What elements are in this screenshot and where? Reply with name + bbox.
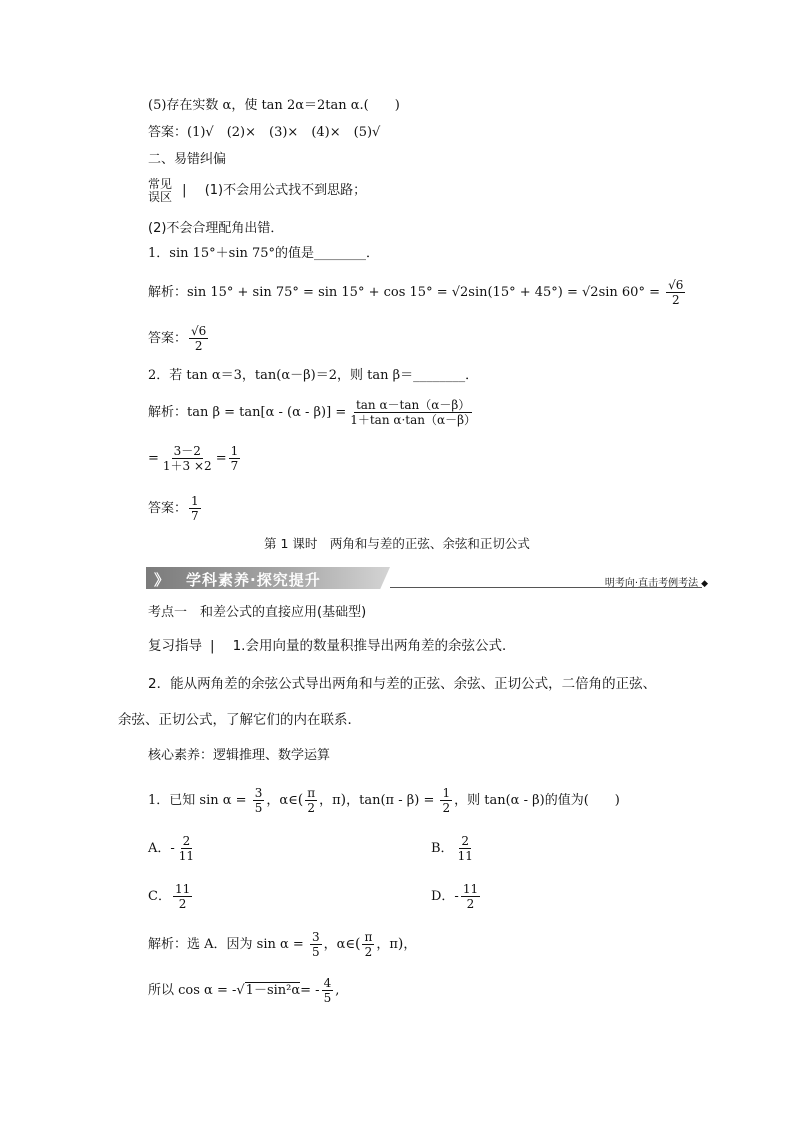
fraction — [189, 494, 201, 523]
equals: = — [148, 451, 159, 466]
denominator: 2 — [194, 339, 203, 353]
cos-text: , — [335, 983, 340, 998]
option-label: D．- — [431, 889, 459, 904]
chevron-right-icon: 》 — [154, 571, 170, 589]
section-heading: 二、易错纠偏 — [148, 152, 227, 167]
fraction — [440, 786, 452, 815]
numerator: 11 — [462, 882, 479, 896]
problem-1-answer — [148, 324, 210, 353]
sol-text: ， — [403, 937, 417, 952]
option-label: B． — [431, 841, 454, 856]
section-banner — [146, 565, 708, 591]
separator: | — [182, 183, 187, 198]
sol-text: ，α∈ — [323, 937, 355, 952]
paren: ) — [340, 792, 347, 808]
paren: ( — [297, 792, 304, 808]
banner-title: 学科素养·探究提升 — [186, 571, 321, 589]
fraction — [173, 882, 192, 911]
numerator: 4 — [323, 976, 332, 990]
numerator: 3－2 — [173, 444, 201, 458]
q-text: ，α∈ — [266, 793, 298, 808]
fraction — [362, 930, 374, 959]
paren: ( — [354, 936, 361, 952]
review-item-2b: 余弦、正切公式，了解它们的内在联系． — [118, 712, 361, 728]
problem-1-solution — [148, 278, 687, 307]
answer-label: 答案： — [148, 125, 188, 140]
option-label: A．- — [148, 841, 175, 856]
kaodian-title: 考点一 和差公式的直接应用(基础型) — [148, 605, 367, 620]
numerator: 1 — [230, 444, 239, 458]
problem-2-step — [148, 444, 242, 473]
error-item-2: (2)不会合理配角出错． — [148, 221, 284, 236]
example-1-solution — [148, 930, 416, 959]
error-item-1: (1)不会用公式找不到思路； — [204, 183, 367, 198]
numerator: 1 — [191, 494, 199, 508]
q-text: ，则 tan(α - β)的值为( ) — [454, 793, 620, 808]
denominator: 7 — [191, 509, 199, 523]
fraction — [310, 930, 322, 959]
separator: | — [210, 638, 215, 654]
denominator: 5 — [323, 991, 332, 1005]
fraction — [189, 324, 208, 353]
fraction — [322, 976, 334, 1005]
cos-text: = - — [300, 983, 320, 998]
denominator: 5 — [254, 801, 263, 815]
sqrt-sign: √ — [236, 983, 245, 998]
option-a — [148, 834, 198, 863]
sqrt-content: 1－sin²α — [245, 983, 301, 998]
fraction — [253, 786, 265, 815]
numerator: 3 — [254, 786, 263, 800]
numerator: π — [307, 786, 316, 800]
review-item-2a: 2．能从两角差的余弦公式导出两角和与差的正弦、余弦、正切公式，二倍角的正弦、 — [148, 676, 657, 692]
fraction — [161, 444, 214, 473]
paren: ) — [397, 936, 404, 952]
solution-expression: sin 15° + sin 75° = sin 15° + cos 15° = √2sin(15° + 45°) = √2sin 60° = — [187, 285, 665, 300]
denominator: 11 — [457, 849, 473, 863]
numerator: 1 — [442, 786, 451, 800]
denominator: 2 — [307, 801, 315, 815]
numerator: 3 — [311, 930, 320, 944]
fraction — [456, 834, 475, 863]
equals: = — [215, 451, 227, 466]
numerator: 2 — [461, 834, 470, 848]
answer-label: 答案： — [148, 501, 188, 516]
numerator: 2 — [182, 834, 191, 848]
denominator: 5 — [311, 945, 320, 959]
denominator: 1＋tan α·tan（α－β） — [350, 413, 477, 427]
problem-2-question: 2．若 tan α＝3，tan(α－β)＝2，则 tan β＝________． — [148, 368, 479, 383]
problem-2-solution — [148, 398, 480, 427]
answer-text: (1)√ (2)× (3)× (4)× (5)√ — [187, 125, 381, 140]
banner-subtitle-text: 明考向·直击考例考法 — [604, 578, 699, 589]
option-c — [148, 882, 194, 911]
common-errors — [148, 178, 366, 204]
diamond-icon: ◆ — [701, 579, 708, 589]
fraction — [229, 444, 241, 473]
option-b — [431, 834, 477, 863]
review-item-1: 1.会用向量的数量积推导出两角差的余弦公式． — [232, 638, 516, 654]
solution-label: 解析： — [148, 405, 188, 420]
cos-text: 所以 cos α = - — [148, 983, 237, 998]
q-text: ，π — [319, 793, 341, 808]
answer-label: 答案： — [148, 331, 188, 346]
option-d — [431, 882, 482, 911]
numerator: 11 — [174, 882, 191, 896]
fraction — [461, 882, 480, 911]
numerator: √6 — [668, 278, 684, 292]
denominator: 7 — [230, 459, 239, 473]
review-label: 复习指导 — [148, 638, 202, 654]
denominator: 11 — [178, 849, 195, 863]
example-1-question — [148, 786, 620, 815]
denominator: 2 — [671, 293, 680, 307]
sol-text: 解析：选 A．因为 sin α = — [148, 937, 308, 952]
banner-subtitle — [605, 574, 708, 589]
denominator: 2 — [442, 801, 451, 815]
problem-2-answer — [148, 494, 203, 523]
solution-expression: tan β = tan[α - (α - β)] = — [187, 405, 347, 420]
problem-1-question: 1．sin 15°＋sin 75°的值是________． — [148, 246, 380, 261]
denominator: 2 — [178, 897, 187, 911]
sol-text: ，π — [376, 937, 398, 952]
fraction — [666, 278, 685, 307]
tag-line-1: 常见 — [148, 177, 173, 191]
numerator: tan α－tan（α－β） — [355, 398, 471, 412]
q-text: ，tan(π - β) = — [346, 793, 439, 808]
q-text: 1．已知 sin α = — [148, 793, 251, 808]
option-label: C． — [148, 889, 171, 904]
fraction — [348, 398, 478, 427]
lesson-title: 第 1 课时 两角和与差的正弦、余弦和正切公式 — [264, 536, 530, 551]
tag-line-2: 误区 — [148, 190, 173, 204]
answer-line — [148, 125, 380, 141]
numerator: π — [364, 930, 373, 944]
denominator: 1＋3 ×2 — [162, 459, 212, 473]
numerator: √6 — [191, 324, 207, 338]
example-1-cos — [148, 976, 339, 1005]
common-errors-tag — [148, 178, 172, 204]
question-5: (5)存在实数 α，使 tan 2α＝2tan α.( ) — [148, 98, 400, 113]
denominator: 2 — [364, 945, 373, 959]
fraction — [305, 786, 317, 815]
review-guide — [148, 638, 515, 654]
solution-label: 解析： — [148, 285, 188, 300]
core-literacy: 核心素养：逻辑推理、数学运算 — [148, 748, 331, 763]
fraction — [177, 834, 196, 863]
denominator: 2 — [466, 897, 475, 911]
